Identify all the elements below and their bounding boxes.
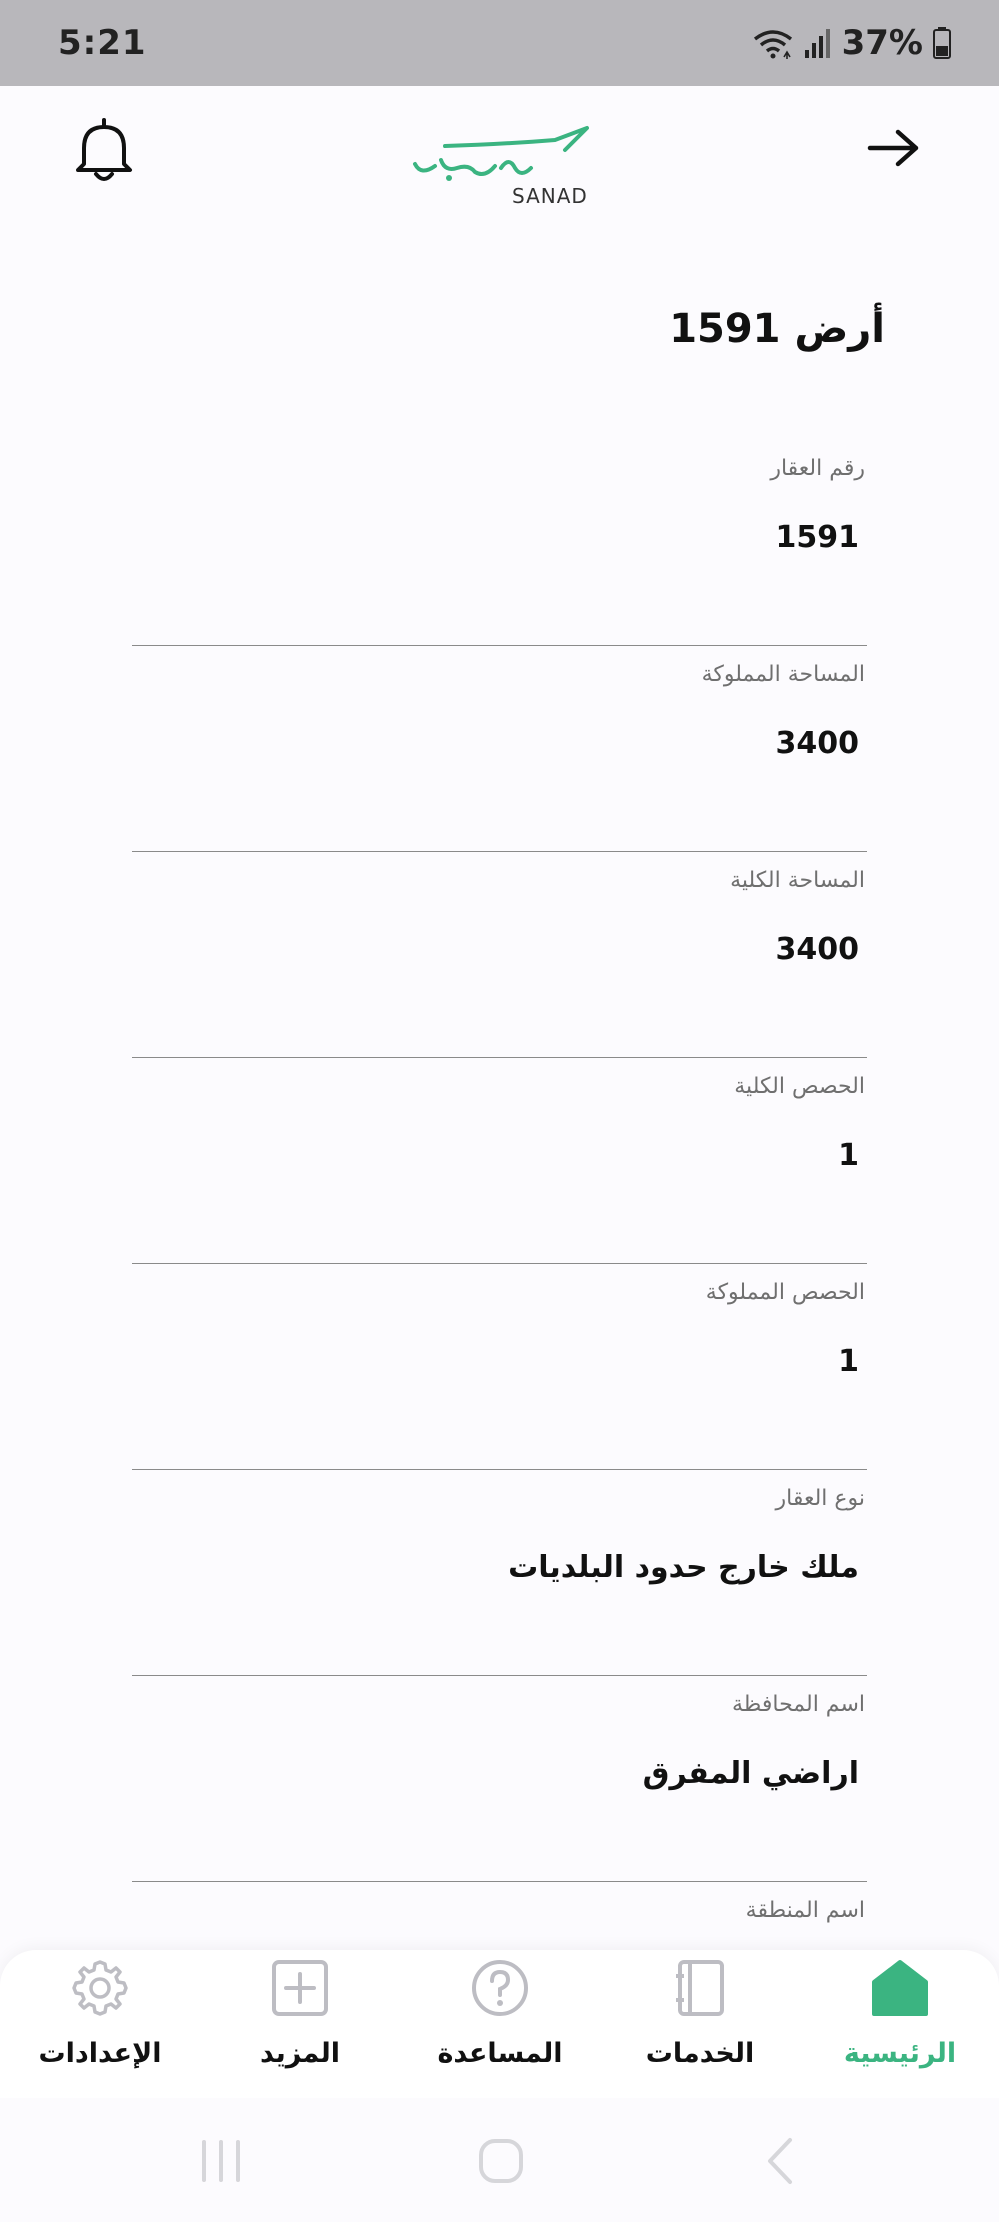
field-label: نوع العقار <box>775 1486 865 1511</box>
field-label: المساحة المملوكة <box>701 662 865 687</box>
field-value: 3400 <box>775 726 859 761</box>
field-total-area <box>132 852 867 1058</box>
status-icons <box>752 23 951 63</box>
field-property-number <box>132 440 867 646</box>
nav-label: المساعدة <box>437 2038 563 2069</box>
field-label: اسم المنطقة <box>745 1898 865 1923</box>
field-label: الحصص المملوكة <box>705 1280 865 1305</box>
system-navigation-bar <box>0 2098 999 2222</box>
field-label: رقم العقار <box>770 456 865 481</box>
field-value: 1 <box>838 1138 859 1173</box>
field-governorate <box>132 1676 867 1882</box>
recent-apps-icon[interactable] <box>198 2138 244 2184</box>
field-owned-shares <box>132 1264 867 1470</box>
notification-bell-icon[interactable] <box>70 114 138 186</box>
field-value: اراضي المفرق <box>642 1756 859 1791</box>
services-icon <box>668 1956 732 2020</box>
battery-percentage: 37% <box>841 23 923 63</box>
nav-help[interactable] <box>420 1950 580 2098</box>
wifi-icon <box>752 27 794 59</box>
field-value: 1591 <box>775 520 859 555</box>
field-property-type <box>132 1470 867 1676</box>
signal-icon <box>804 28 832 58</box>
field-value: 3400 <box>775 932 859 967</box>
nav-label: المزيد <box>259 2038 341 2069</box>
home-button-icon[interactable] <box>476 2136 526 2186</box>
logo-text: SANAD <box>512 184 588 208</box>
field-total-shares <box>132 1058 867 1264</box>
nav-label: الخدمات <box>645 2038 755 2069</box>
nav-label: الرئيسية <box>843 2038 957 2069</box>
field-value: ملك خارج حدود البلديات <box>508 1550 859 1585</box>
system-back-icon[interactable] <box>762 2136 796 2186</box>
field-label: المساحة الكلية <box>730 868 865 893</box>
bottom-navigation <box>0 1950 999 2098</box>
nav-services[interactable] <box>620 1950 780 2098</box>
nav-more[interactable] <box>220 1950 380 2098</box>
nav-label: الإعدادات <box>38 2038 162 2069</box>
plus-square-icon <box>268 1956 332 2020</box>
field-label: اسم المحافظة <box>732 1692 865 1717</box>
gear-icon <box>68 1956 132 2020</box>
home-icon <box>868 1956 932 2020</box>
field-owned-area <box>132 646 867 852</box>
nav-home[interactable] <box>820 1950 980 2098</box>
field-label: الحصص الكلية <box>734 1074 865 1099</box>
app-bar <box>0 86 999 256</box>
page-title: أرض 1591 <box>669 306 885 352</box>
field-value: 1 <box>838 1344 859 1379</box>
status-time: 5:21 <box>58 23 147 63</box>
battery-icon <box>933 27 951 59</box>
status-bar <box>0 0 999 86</box>
property-details <box>132 440 867 2088</box>
back-arrow-icon[interactable] <box>866 126 922 170</box>
help-icon <box>468 1956 532 2020</box>
nav-settings[interactable] <box>20 1950 180 2098</box>
